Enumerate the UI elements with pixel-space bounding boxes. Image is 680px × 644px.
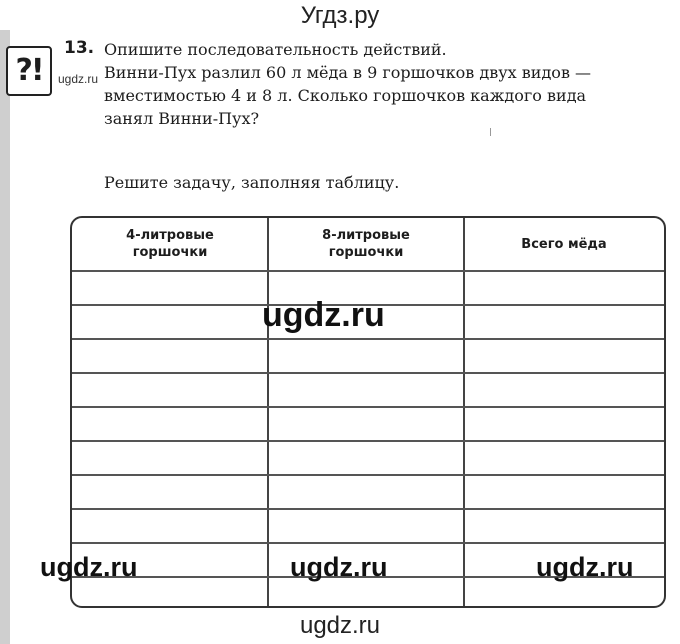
instruction-text: Решите задачу, заполняя таблицу. bbox=[104, 173, 400, 192]
answer-table bbox=[70, 216, 666, 608]
table-row[interactable] bbox=[72, 372, 664, 374]
task-line: вместимостью 4 и 8 л. Сколько горшочков каждого вида bbox=[104, 86, 587, 105]
watermark-bottom-right: ugdz.ru bbox=[536, 552, 634, 582]
task-line: Винни-Пух разлил 60 л мёда в 9 горшочков двух видов — bbox=[104, 63, 592, 82]
task-line: занял Винни-Пух? bbox=[104, 109, 260, 128]
header-line: 4-литровые bbox=[126, 228, 214, 243]
table-row[interactable] bbox=[72, 270, 664, 272]
question-exclamation-icon: ?! bbox=[6, 46, 52, 96]
table-row[interactable] bbox=[72, 440, 664, 442]
column-divider bbox=[267, 218, 269, 606]
table-row[interactable] bbox=[72, 406, 664, 408]
header-line: горшочки bbox=[132, 245, 208, 260]
faint-mark bbox=[490, 128, 491, 136]
watermark-bottom-left: ugdz.ru bbox=[40, 552, 138, 582]
header-8l-pots bbox=[268, 218, 464, 270]
site-title: Угдз.ру bbox=[300, 2, 380, 29]
table-row[interactable] bbox=[72, 474, 664, 476]
task-statement bbox=[104, 38, 674, 130]
small-watermark: ugdz.ru bbox=[58, 72, 99, 86]
header-4l-pots bbox=[72, 218, 268, 270]
header-line: Всего мёда bbox=[521, 236, 607, 252]
column-divider bbox=[463, 218, 465, 606]
header-total-honey bbox=[464, 218, 664, 270]
task-line: Опишите последовательность действий. bbox=[104, 40, 447, 59]
site-bottom-watermark: ugdz.ru bbox=[299, 612, 381, 639]
watermark-bottom-center: ugdz.ru bbox=[290, 552, 388, 582]
page-edge-strip bbox=[0, 30, 10, 644]
table-row[interactable] bbox=[72, 542, 664, 544]
table-row[interactable] bbox=[72, 508, 664, 510]
watermark-center: ugdz.ru bbox=[262, 296, 385, 334]
header-line: 8-литровые bbox=[322, 228, 410, 243]
task-number: 13. bbox=[64, 38, 95, 58]
table-row[interactable] bbox=[72, 338, 664, 340]
header-line: горшочки bbox=[328, 245, 404, 260]
